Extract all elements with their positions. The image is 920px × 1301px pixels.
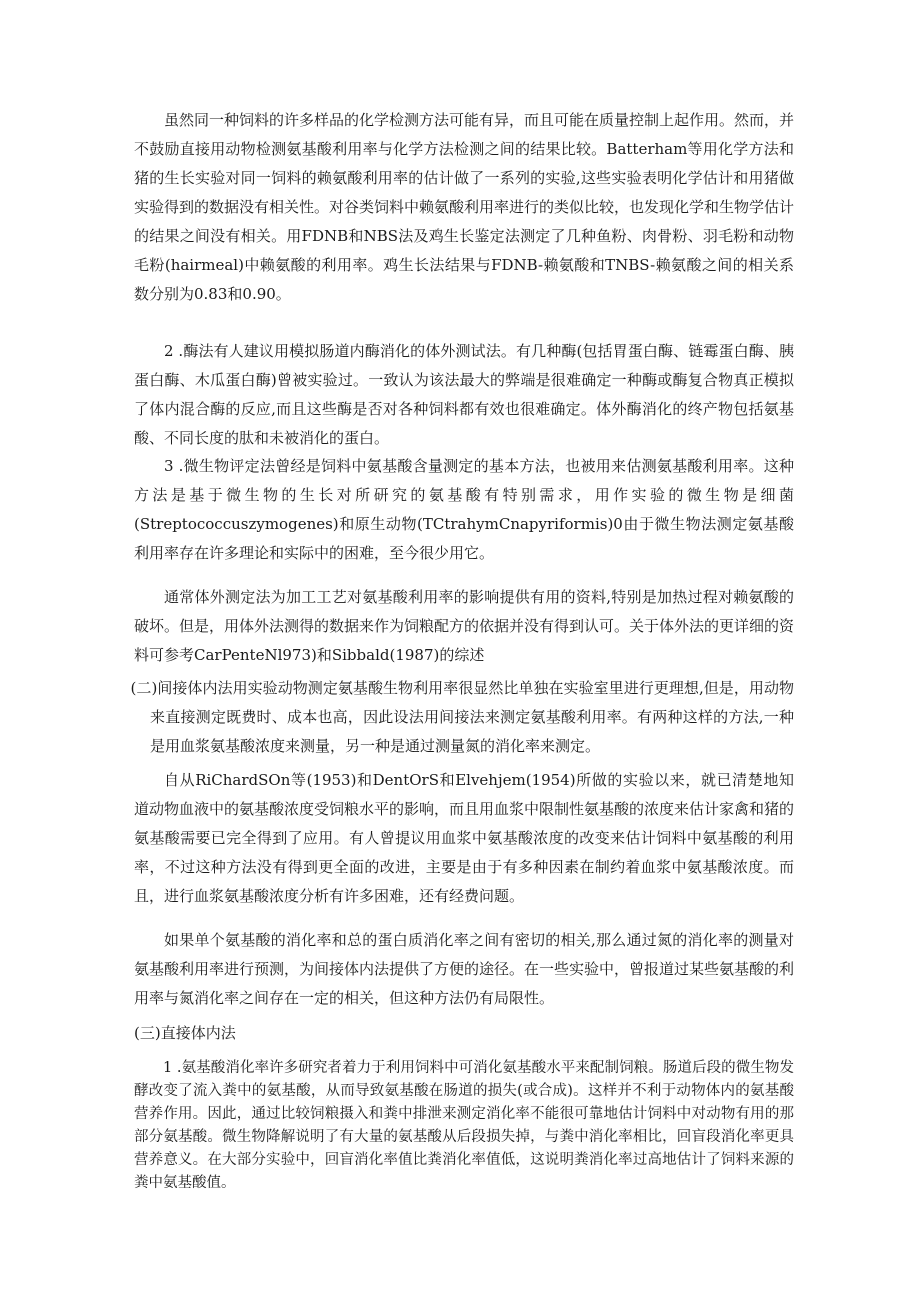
paragraph-nitrogen-digestibility: 如果单个氨基酸的消化率和总的蛋白质消化率之间有密切的相关,那么通过氮的消化率的测量对氨基酸利用率进行预测，为间接体内法提供了方便的途径。在一些实验中，曾报道过某些氨基酸的利用率与氮消化率之间存在一定的相关，但这种方法仍有局限性。 xyxy=(134,931,795,1007)
section-heading-direct-in-vivo: (三)直接体内法 xyxy=(134,1024,236,1042)
paragraph-enzyme-method: 2 .酶法有人建议用模拟肠道内酶消化的体外测试法。有几种酶(包括胃蛋白酶、链霉蛋白酶、胰蛋白酶、木瓜蛋白酶)曾被实验过。一致认为该法最大的弊端是很难确定一种酶或酶复合物真正模拟了体内混合酶的反应,而且这些酶是否对各种饲料都有效也很难确定。体外酶消化的终产物包括氨基酸、不同长度的肽和未被消化的蛋白。 xyxy=(134,342,794,447)
paragraph-indirect-in-vivo: (二)间接体内法用实验动物测定氨基酸生物利用率很显然比单独在实验室里进行更理想,但是，用动物来直接测定既费时、成本也高，因此设法用间接法来测定氨基酸利用率。有两种这样的方法,一种是用血浆氨基酸浓度来测量，另一种是通过测量氮的消化率来测定。 xyxy=(130,679,794,755)
paragraph-microbial-method: 3 .微生物评定法曾经是饲料中氨基酸含量测定的基本方法，也被用来估测氨基酸利用率。这种方法是基于微生物的生长对所研究的氨基酸有特别需求，用作实验的微生物是细菌(Streptococcuszymogenes)和原生动物(TCtrahymCnapyriformis)0由于微生物法测定氨基酸利用率存在许多理论和实际中的困难，至今很少用它。 xyxy=(134,457,794,562)
paragraph-chemical-methods: 虽然同一种饲料的许多样品的化学检测方法可能有异，而且可能在质量控制上起作用。然而，并不鼓励直接用动物检测氨基酸利用率与化学方法检测之间的结果比较。Batterham等用化学方法和猪的生长实验对同一饲料的赖氨酸利用率的估计做了一系列的实验,这些实验表明化学估计和用猪做实验得到的数据没有相关性。对谷类饲料中赖氨酸利用率进行的类似比较，也发现化学和生物学估计的结果之间没有相关。用FDNB和NBS法及鸡生长鉴定法测定了几种鱼粉、肉骨粉、羽毛粉和动物毛粉(hairmeal)中赖氨酸的利用率。鸡生长法结果与FDNB-赖氨酸和TNBS-赖氨酸之间的相关系数分别为0.83和0.90。 xyxy=(134,111,795,303)
paragraph-plasma-amino-acids: 自从RiChardSOn等(1953)和DentOrS和Elvehjem(1954)所做的实验以来，就已清楚地知道动物血液中的氨基酸浓度受饲粮水平的影响，而且用血浆中限制性氨基酸的浓度来估计家禽和猪的氨基酸需要已完全得到了应用。有人曾提议用血浆中氨基酸浓度的改变来估计饲料中氨基酸的利用率，不过这种方法没有得到更全面的改进，主要是由于有多种因素在制约着血浆中氨基酸浓度。而且，进行血浆氨基酸浓度分析有许多困难，还有经费问题。 xyxy=(134,771,795,905)
paragraph-amino-acid-digestibility: 1 .氨基酸消化率许多研究者着力于利用饲料中可消化氨基酸水平来配制饲粮。肠道后段的微生物发酵改变了流入粪中的氨基酸，从而导致氨基酸在肠道的损失(或合成)。这样并不利于动物体内的氨基酸营养作用。因此，通过比较饲粮摄入和粪中排泄来测定消化率不能很可靠地估计饲料中对动物有用的那部分氨基酸。微生物降解说明了有大量的氨基酸从后段损失掉，与粪中消化率相比，回盲段消化率更具营养意义。在大部分实验中，回盲消化率值比粪消化率值低，这说明粪消化率过高地估计了饲料来源的粪中氨基酸值。 xyxy=(134,1060,794,1191)
paragraph-in-vitro-summary: 通常体外测定法为加工工艺对氨基酸利用率的影响提供有用的资料,特别是加热过程对赖氨酸的破坏。但是，用体外法测得的数据来作为饲粮配方的依据并没有得到认可。关于体外法的更详细的资料可参考CarPenteNl973)和Sibbald(1987)的综述 xyxy=(134,588,795,664)
